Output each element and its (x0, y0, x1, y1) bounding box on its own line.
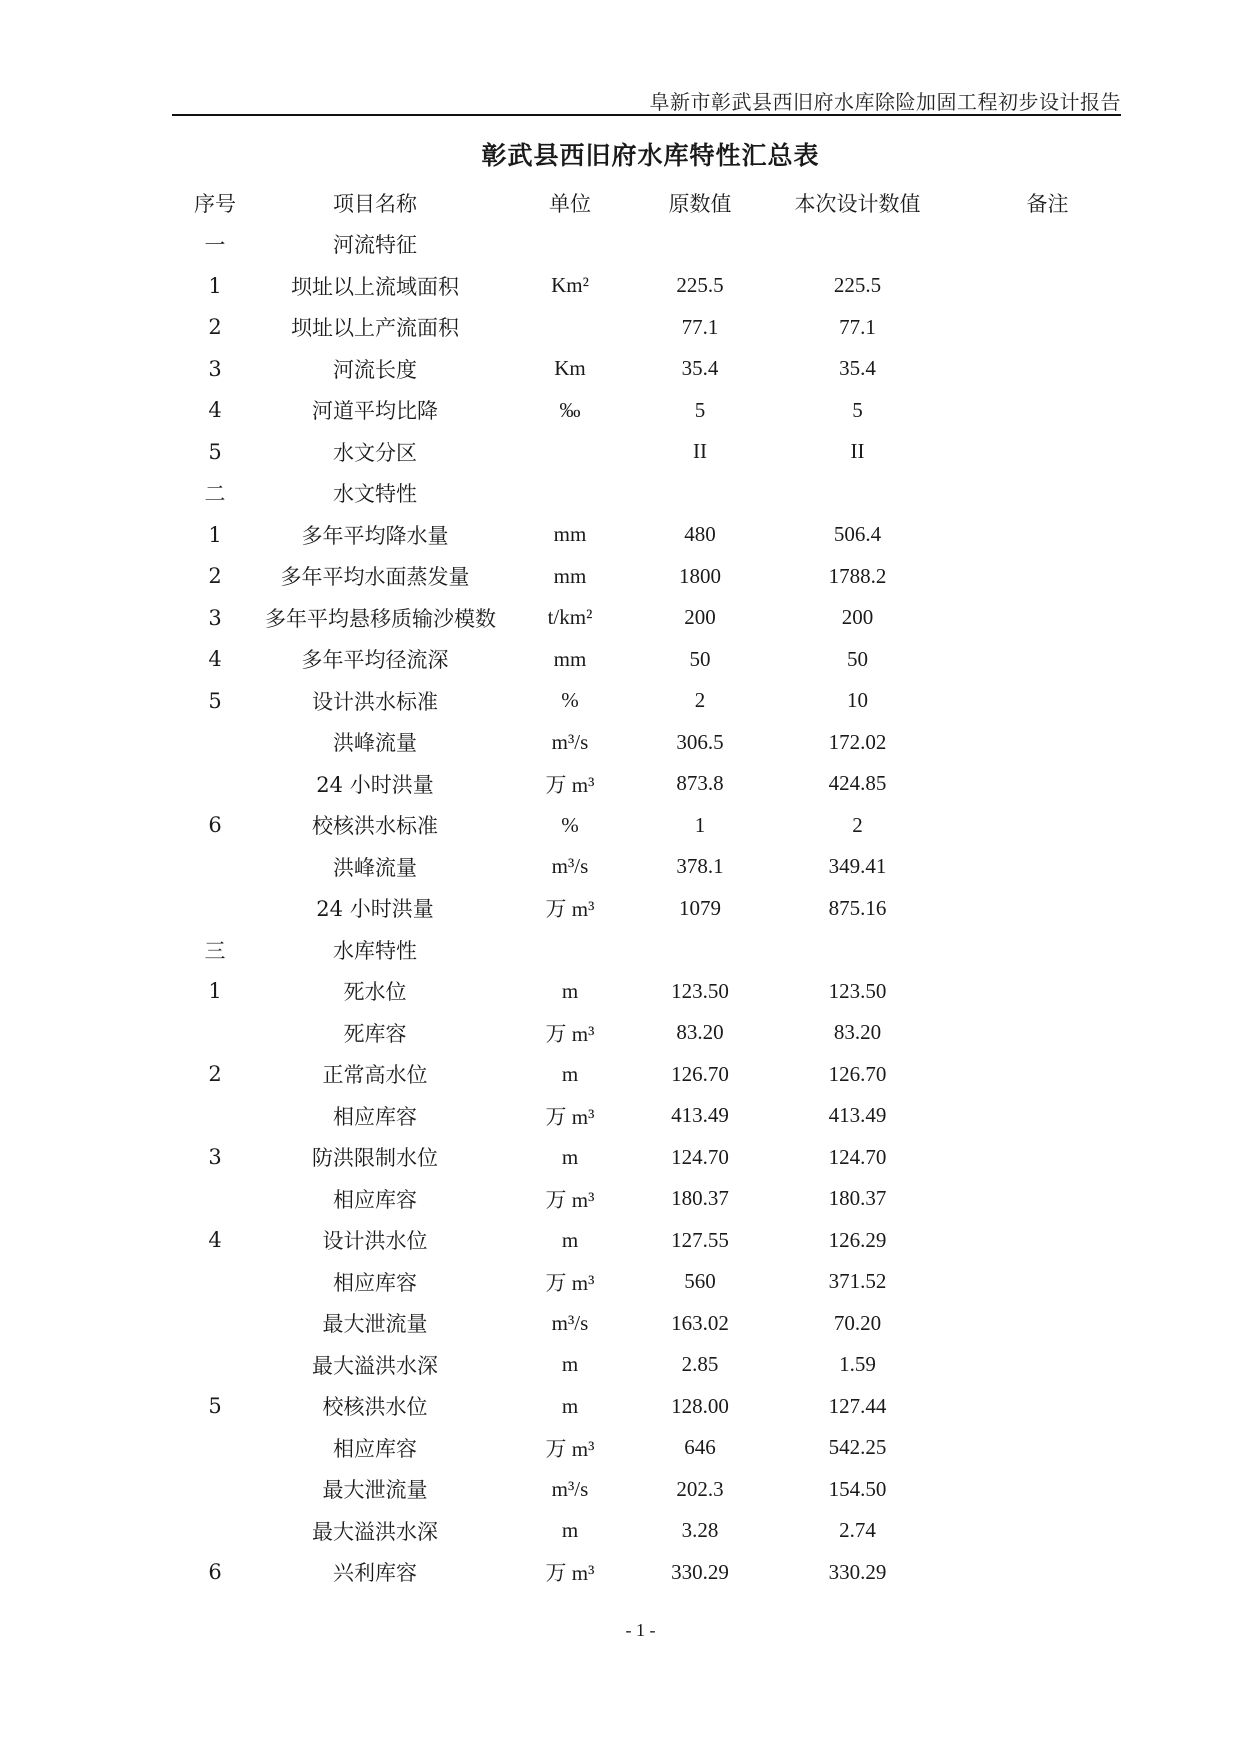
cell-unit: 万 m³ (545, 1436, 595, 1461)
table-row (165, 597, 1125, 639)
cell-remarks (970, 390, 1125, 432)
cell-item-name: 坝址以上产流面积 (291, 316, 459, 341)
cell-design-value: 1788.2 (828, 563, 887, 588)
cell-remarks (970, 1303, 1125, 1345)
cell-index (165, 1427, 265, 1469)
cell-item-name: 24 小时洪量 (316, 772, 434, 797)
cell-design-value: 1.59 (839, 1352, 876, 1377)
header-row (165, 182, 1125, 224)
cell-item-name: 校核洪水标准 (312, 814, 438, 839)
cell-index: 2 (208, 315, 222, 340)
cell-unit: ‰ (559, 397, 581, 422)
cell-original-value: 306.5 (676, 729, 724, 754)
cell-original-value: 1800 (679, 563, 721, 588)
cell-item-name: 水库特性 (333, 938, 417, 963)
table-row (165, 1510, 1125, 1552)
cell-remarks (970, 431, 1125, 473)
reservoir-spec-table (165, 182, 1125, 1593)
cell-original-value: 378.1 (676, 854, 724, 879)
table-row (165, 1552, 1125, 1594)
cell-unit: m (561, 1144, 579, 1169)
table-row (165, 680, 1125, 722)
cell-item-name: 水文特性 (333, 482, 417, 507)
cell-unit: 万 m³ (545, 1187, 595, 1212)
cell-unit: mm (553, 646, 587, 671)
cell-unit (485, 224, 655, 266)
cell-original-value: 560 (684, 1269, 716, 1294)
cell-remarks (970, 1344, 1125, 1386)
cell-original-value: 180.37 (671, 1186, 729, 1211)
table-row (165, 1012, 1125, 1054)
cell-unit: m³/s (551, 1476, 589, 1501)
cell-remarks (970, 1469, 1125, 1511)
cell-index: 1 (208, 979, 222, 1004)
cell-design-value: 2.74 (839, 1518, 876, 1543)
cell-remarks (970, 805, 1125, 847)
table-row (165, 390, 1125, 432)
cell-remarks (970, 1552, 1125, 1594)
table-row (165, 846, 1125, 888)
cell-item-name: 防洪限制水位 (312, 1146, 438, 1171)
cell-design-value (745, 224, 970, 266)
cell-remarks (970, 888, 1125, 930)
cell-index: 4 (208, 398, 222, 423)
cell-original-value: 163.02 (671, 1310, 729, 1335)
cell-design-value: 126.29 (828, 1227, 887, 1252)
table-row (165, 639, 1125, 681)
cell-original-value (655, 224, 745, 266)
cell-unit: t/km² (547, 605, 593, 630)
cell-index: 3 (208, 356, 222, 381)
cell-original-value: II (693, 439, 707, 464)
table-row (165, 265, 1125, 307)
cell-design-value: 50 (847, 646, 868, 671)
cell-item-name: 死水位 (343, 980, 407, 1005)
cell-design-value: 413.49 (828, 1103, 887, 1128)
cell-unit: 万 m³ (545, 1270, 595, 1295)
table-row (165, 1386, 1125, 1428)
column-header-original: 原数值 (668, 191, 732, 216)
cell-unit: 万 m³ (545, 1021, 595, 1046)
cell-design-value: II (850, 439, 865, 464)
cell-remarks (970, 1427, 1125, 1469)
cell-design-value: 5 (852, 397, 863, 422)
cell-item-name: 死库容 (343, 1021, 407, 1046)
table-row (165, 888, 1125, 930)
cell-index (165, 1012, 265, 1054)
cell-unit: m (561, 1061, 579, 1086)
cell-index: 4 (208, 1228, 222, 1253)
cell-item-name: 河流特征 (333, 233, 417, 258)
cell-original-value: 1079 (679, 895, 721, 920)
cell-design-value: 124.70 (828, 1144, 887, 1169)
cell-unit: m³/s (551, 729, 589, 754)
cell-design-value: 180.37 (828, 1186, 887, 1211)
cell-item-name: 最大溢洪水深 (312, 1519, 438, 1544)
cell-remarks (970, 1220, 1125, 1262)
cell-design-value (745, 473, 970, 515)
cell-index (165, 1344, 265, 1386)
table-row (165, 1220, 1125, 1262)
cell-design-value: 330.29 (828, 1559, 887, 1584)
cell-item-name: 多年平均水面蒸发量 (280, 565, 470, 590)
cell-unit: 万 m³ (545, 897, 595, 922)
cell-design-value: 875.16 (828, 895, 887, 920)
cell-item-name: 正常高水位 (322, 1063, 428, 1088)
cell-unit: 万 m³ (545, 1561, 595, 1586)
cell-design-value: 349.41 (828, 854, 887, 879)
cell-unit: % (561, 688, 579, 713)
cell-remarks (970, 473, 1125, 515)
table-row (165, 1427, 1125, 1469)
cell-original-value: 646 (684, 1435, 716, 1460)
cell-remarks (970, 1054, 1125, 1096)
cell-index: 6 (208, 813, 222, 838)
cell-remarks (970, 556, 1125, 598)
cell-remarks (970, 348, 1125, 390)
cell-original-value: 128.00 (671, 1393, 729, 1418)
cell-index (165, 1178, 265, 1220)
cell-unit: Km (554, 356, 586, 381)
cell-unit: 万 m³ (545, 1104, 595, 1129)
cell-item-name: 水文分区 (333, 440, 417, 465)
cell-original-value: 5 (694, 397, 706, 422)
cell-index: 3 (208, 1145, 222, 1170)
column-header-index: 序号 (194, 191, 236, 216)
cell-original-value: 480 (684, 522, 716, 547)
cell-remarks (970, 1261, 1125, 1303)
cell-remarks (970, 514, 1125, 556)
cell-original-value: 330.29 (671, 1559, 729, 1584)
cell-index: 三 (204, 938, 226, 963)
cell-item-name: 最大溢洪水深 (312, 1353, 438, 1378)
cell-index (165, 722, 265, 764)
cell-design-value (745, 929, 970, 971)
cell-remarks (970, 1012, 1125, 1054)
cell-original-value: 127.55 (671, 1227, 729, 1252)
cell-original-value: 3.28 (681, 1518, 719, 1543)
table-row (165, 431, 1125, 473)
table-row (165, 348, 1125, 390)
cell-remarks (970, 1178, 1125, 1220)
cell-index (165, 763, 265, 805)
cell-design-value: 83.20 (833, 1020, 882, 1045)
cell-index (165, 1469, 265, 1511)
cell-item-name: 相应库容 (333, 1270, 417, 1295)
cell-original-value (655, 929, 745, 971)
header-rule (172, 114, 1121, 116)
cell-item-name: 设计洪水位 (322, 1229, 428, 1254)
cell-item-name: 相应库容 (333, 1104, 417, 1129)
table-row (165, 1303, 1125, 1345)
cell-item-name: 设计洪水标准 (312, 689, 438, 714)
cell-design-value: 2 (852, 812, 863, 837)
cell-unit: m (561, 1393, 579, 1418)
cell-unit (485, 929, 655, 971)
cell-design-value: 126.70 (828, 1061, 887, 1086)
cell-original-value: 225.5 (676, 273, 724, 298)
table-row (165, 1095, 1125, 1137)
cell-item-name: 24 小时洪量 (316, 897, 434, 922)
cell-item-name: 相应库容 (333, 1436, 417, 1461)
cell-design-value: 77.1 (839, 314, 876, 339)
column-header-item: 项目名称 (333, 191, 417, 216)
table-row (165, 971, 1125, 1013)
cell-remarks (970, 846, 1125, 888)
column-header-unit: 单位 (549, 191, 591, 216)
table-row (165, 556, 1125, 598)
cell-index (165, 846, 265, 888)
cell-item-name: 洪峰流量 (333, 731, 417, 756)
cell-remarks (970, 639, 1125, 681)
table-row (165, 307, 1125, 349)
cell-original-value: 123.50 (671, 978, 729, 1003)
cell-item-name: 兴利库容 (333, 1561, 417, 1586)
cell-design-value: 506.4 (833, 522, 882, 547)
cell-original-value: 202.3 (676, 1476, 724, 1501)
cell-original-value: 200 (684, 605, 716, 630)
cell-design-value: 10 (847, 688, 868, 713)
cell-design-value: 123.50 (828, 978, 887, 1003)
cell-unit: mm (553, 563, 587, 588)
cell-design-value: 154.50 (828, 1476, 887, 1501)
cell-original-value: 50 (689, 646, 711, 671)
table-row (165, 514, 1125, 556)
cell-index (165, 1095, 265, 1137)
cell-design-value: 424.85 (828, 771, 887, 796)
cell-item-name: 校核洪水位 (322, 1395, 428, 1420)
cell-unit: m (561, 1518, 579, 1543)
cell-remarks (970, 224, 1125, 266)
cell-item-name: 河流长度 (333, 357, 417, 382)
table-row (165, 1054, 1125, 1096)
cell-item-name: 洪峰流量 (333, 855, 417, 880)
cell-item-name: 河道平均比降 (312, 399, 438, 424)
cell-unit: m (561, 1227, 579, 1252)
running-header: 阜新市彰武县西旧府水库除险加固工程初步设计报告 (649, 90, 1121, 114)
cell-item-name: 最大泄流量 (322, 1312, 428, 1337)
table-row (165, 1261, 1125, 1303)
column-header-design: 本次设计数值 (794, 191, 921, 216)
cell-index (165, 888, 265, 930)
cell-design-value: 200 (841, 605, 874, 630)
cell-unit: m (561, 978, 579, 1003)
cell-index: 5 (208, 1394, 222, 1419)
cell-remarks (970, 763, 1125, 805)
cell-remarks (970, 1510, 1125, 1552)
cell-original-value: 873.8 (676, 771, 724, 796)
cell-original-value: 35.4 (681, 356, 719, 381)
cell-remarks (970, 1386, 1125, 1428)
cell-remarks (970, 1095, 1125, 1137)
cell-unit: m³/s (551, 854, 589, 879)
table-row (165, 805, 1125, 847)
cell-index: 6 (208, 1560, 222, 1585)
cell-remarks (970, 929, 1125, 971)
cell-original-value (655, 473, 745, 515)
table-row (165, 1137, 1125, 1179)
cell-index: 5 (208, 688, 222, 713)
table-row (165, 1469, 1125, 1511)
cell-design-value: 542.25 (828, 1435, 887, 1460)
table-header (165, 182, 1125, 224)
cell-remarks (970, 265, 1125, 307)
cell-design-value: 172.02 (828, 729, 887, 754)
cell-unit: mm (553, 522, 587, 547)
cell-item-name: 相应库容 (333, 1187, 417, 1212)
cell-remarks (970, 1137, 1125, 1179)
cell-original-value: 413.49 (671, 1103, 729, 1128)
cell-unit (485, 307, 655, 349)
cell-remarks (970, 722, 1125, 764)
cell-original-value: 126.70 (671, 1061, 729, 1086)
table-row (165, 763, 1125, 805)
cell-unit: m (561, 1352, 579, 1377)
table-row (165, 224, 1125, 266)
cell-index (165, 1510, 265, 1552)
document-title: 彰武县西旧府水库特性汇总表 (481, 141, 820, 170)
cell-remarks (970, 307, 1125, 349)
cell-original-value: 124.70 (671, 1144, 729, 1169)
table-body (165, 224, 1125, 1594)
column-header-remarks: 备注 (1026, 191, 1069, 216)
cell-remarks (970, 597, 1125, 639)
cell-unit: % (561, 812, 579, 837)
table-row (165, 929, 1125, 971)
cell-index: 一 (204, 233, 226, 258)
cell-index: 二 (204, 482, 226, 507)
cell-original-value: 83.20 (676, 1020, 724, 1045)
cell-item-name: 最大泄流量 (322, 1478, 428, 1503)
cell-remarks (970, 971, 1125, 1013)
cell-index: 1 (208, 522, 222, 547)
cell-unit: Km² (551, 273, 589, 298)
cell-design-value: 70.20 (833, 1310, 882, 1335)
cell-item-name: 坝址以上流域面积 (291, 274, 459, 299)
cell-index: 2 (208, 564, 222, 589)
cell-item-name: 多年平均径流深 (301, 648, 449, 673)
cell-design-value: 127.44 (828, 1393, 887, 1418)
page-number: - 1 - (625, 1620, 656, 1640)
table-row (165, 722, 1125, 764)
cell-index (165, 1261, 265, 1303)
cell-item-name: 多年平均降水量 (301, 523, 449, 548)
cell-unit: 万 m³ (545, 772, 595, 797)
table-row (165, 1178, 1125, 1220)
cell-index: 1 (208, 273, 222, 298)
cell-index: 5 (208, 439, 222, 464)
cell-index: 2 (208, 1062, 222, 1087)
cell-design-value: 371.52 (828, 1269, 887, 1294)
cell-remarks (970, 680, 1125, 722)
cell-item-name: 多年平均悬移质输沙模数 (265, 606, 496, 631)
cell-design-value: 35.4 (839, 356, 876, 381)
cell-unit (485, 431, 655, 473)
cell-index: 4 (208, 647, 222, 672)
cell-design-value: 225.5 (833, 273, 882, 298)
cell-original-value: 1 (694, 812, 706, 837)
cell-unit (485, 473, 655, 515)
cell-unit: m³/s (551, 1310, 589, 1335)
cell-original-value: 77.1 (681, 314, 719, 339)
cell-index (165, 1303, 265, 1345)
cell-index: 3 (208, 605, 222, 630)
cell-original-value: 2.85 (681, 1352, 719, 1377)
cell-original-value: 2 (694, 688, 706, 713)
table-row (165, 1344, 1125, 1386)
table-row (165, 473, 1125, 515)
